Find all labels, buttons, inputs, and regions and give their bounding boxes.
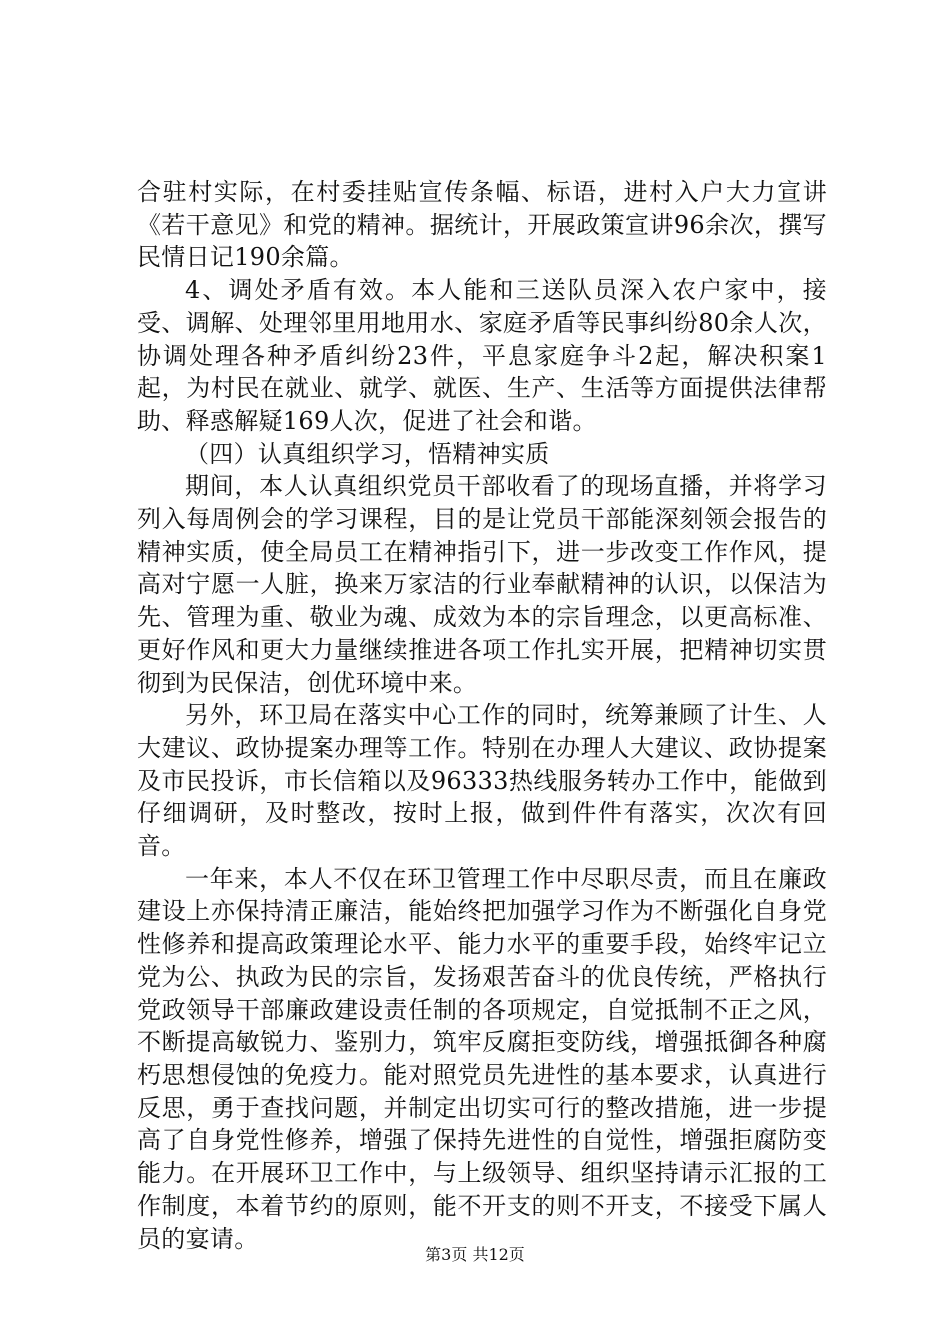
paragraph-additional-work: 另外，环卫局在落实中心工作的同时，统筹兼顾了计生、人大建议、政协提案办理等工作。特别在办理人大建议、政协提案及市民投诉，市长信箱以及96333热线服务转办工作中，能做到仔细调研，及时整改，按时上报，做到件件有落实，次次有回音。 xyxy=(137,701,827,861)
page-number-footer: 第3页 共12页 xyxy=(425,1245,525,1264)
paragraph-year-summary: 一年来，本人不仅在环卫管理工作中尽职尽责，而且在廉政建设上亦保持清正廉洁，能始终把加强学习作为不断强化自身党性修养和提高政策理论水平、能力水平的重要手段，始终牢记立党为公、执政为民的宗旨，发扬艰苦奋斗的优良传统，严格执行党政领导干部廉政建设责任制的各项规定，自觉抵制不正之风，不断提高敏锐力、鉴别力，筑牢反腐拒变防线，增强抵御各种腐朽思想侵蚀的免疫力。能对照党员先进性的基本要求，认真进行反思，勇于查找问题，并制定出切实可行的整改措施，进一步提高了自身党性修养，增强了保持先进性的自觉性，增强拒腐防变能力。在开展环卫工作中，与上级领导、组织坚持请示汇报的工作制度，本着节约的原则，能不开支的则不开支，不接受下属人员的宴请。 xyxy=(137,864,827,1253)
paragraph-mediation: 4、调处矛盾有效。本人能和三送队员深入农户家中，接受、调解、处理邻里用地用水、家庭矛盾等民事纠纷80余人次，协调处理各种矛盾纠纷23件，平息家庭争斗2起，解决积案1起，为村民在就业、就学、就医、生产、生活等方面提供法律帮助、释惑解疑169人次，促进了社会和谐。 xyxy=(137,276,827,435)
paragraph-study: 期间，本人认真组织党员干部收看了的现场直播，并将学习列入每周例会的学习课程，目的是让党员干部能深刻领会报告的精神实质，使全局员工在精神指引下，进一步改变工作作风，提高对宁愿一人脏，换来万家洁的行业奉献精神的认识，以保洁为先、管理为重、敬业为魂、成效为本的宗旨理念，以更高标准、更好作风和更大力量继续推进各项工作扎实开展，把精神切实贯彻到为民保洁，创优环境中来。 xyxy=(137,472,827,697)
section-heading: （四）认真组织学习，悟精神实质 xyxy=(185,439,550,468)
document-body xyxy=(137,176,827,1255)
paragraph-continued: 合驻村实际，在村委挂贴宣传条幅、标语，进村入户大力宣讲《若干意见》和党的精神。据统计，开展政策宣讲96余次，撰写民情日记190余篇。 xyxy=(137,178,827,272)
